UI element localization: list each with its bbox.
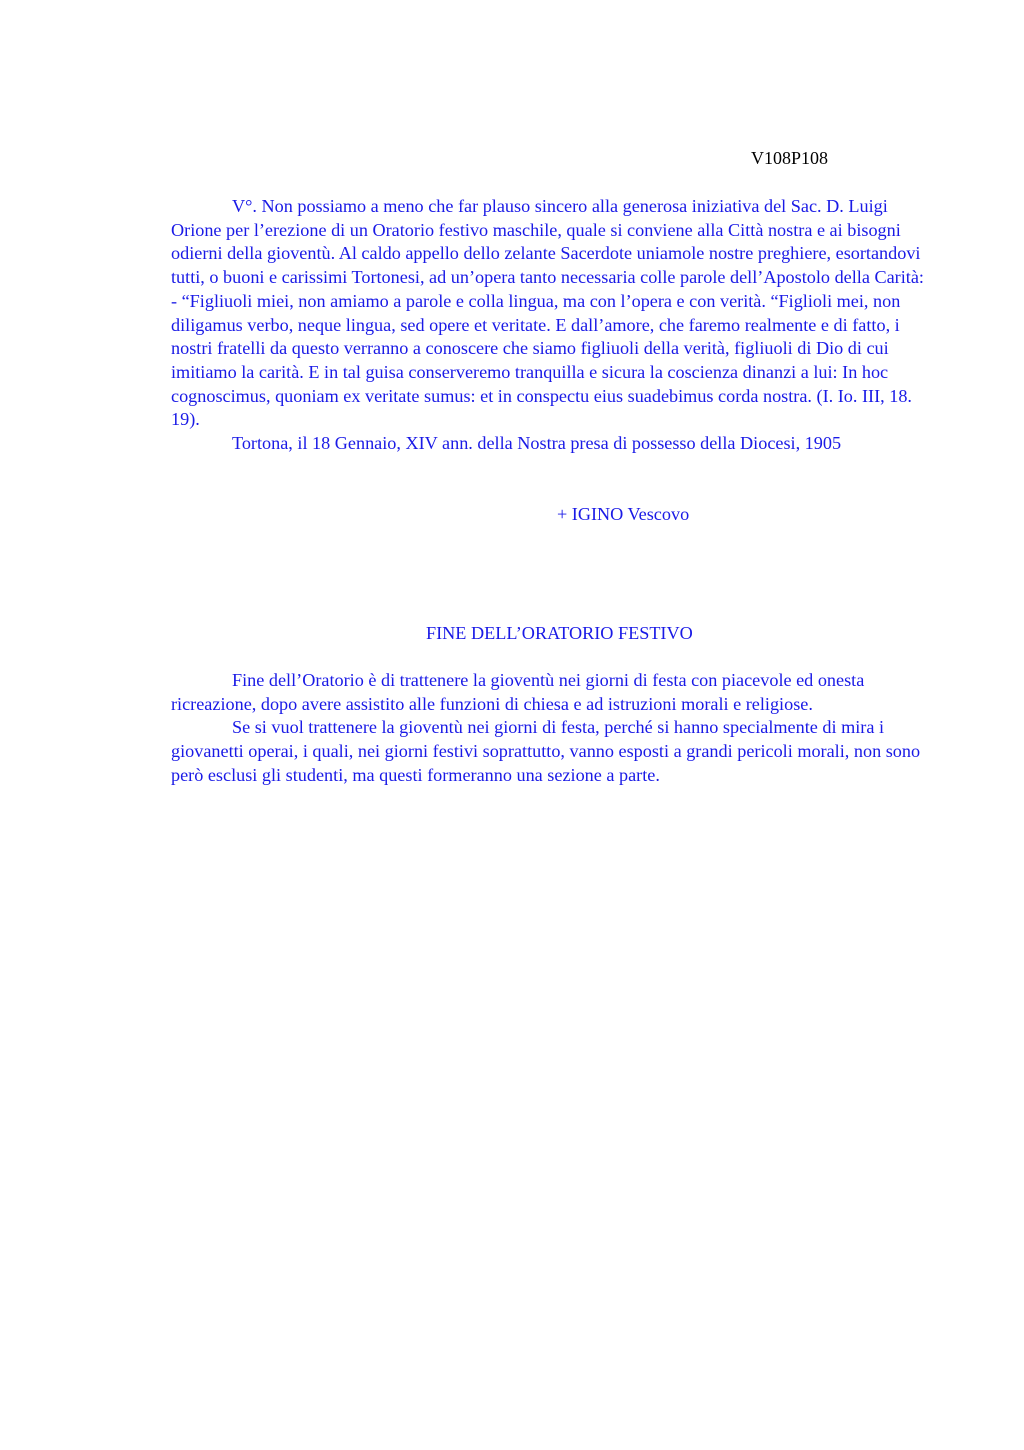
- letter-dateline: Tortona, il 18 Gennaio, XIV ann. della Nostra presa di possesso della Diocesi, 1905: [232, 433, 842, 454]
- letter-signature: + IGINO Vescovo: [557, 504, 690, 524]
- page-reference: V108P108: [751, 148, 829, 168]
- section-body: [171, 669, 931, 788]
- section-heading: FINE DELL’ORATORIO FESTIVO: [426, 623, 693, 643]
- section-paragraph-1: Fine dell’Oratorio è di trattenere la gioventù nei giorni di festa con piacevole ed onesta ricreazione, dopo avere assistito alle funzioni di chiesa e ad istruzioni morali e religiose.: [171, 670, 865, 714]
- letter-paragraph: V°. Non possiamo a meno che far plauso sincero alla generosa iniziativa del Sac. D. Luigi Orione per l’erezione di un Oratorio festivo maschile, quale si conviene alla Città nostra e ai bisogni odierni della gioventù. Al caldo appello dello zelante Sacerdote uniamole nostre preghiere, esortandovi tutti, o buoni e carissimi Tortonesi, ad un’opera tanto necessaria colle parole dell’Apostolo della Carità: - “Figliuoli miei, non amiamo a parole e colla lingua, ma con l’opera e con verità. “Figlioli mei, non diligamus verbo, neque lingua, sed opere et veritate. E dall’amore, che faremo realmente e di fatto, i nostri fratelli da questo verranno a conoscere che siamo figliuoli della verità, figliuoli di Dio di cui imitiamo la carità. E in tal guisa conserveremo tranquilla e sicura la coscienza dinanzi a lui: In hoc cognoscimus, quoniam ex veritate sumus: et in conspectu eius suadebimus corda nostra. (I. Io. III, 18. 19).: [171, 196, 924, 430]
- letter-body: [171, 195, 931, 456]
- section-paragraph-2: Se si vuol trattenere la gioventù nei giorni di festa, perché si hanno specialmente di mira i giovanetti operai, i quali, nei giorni festivi soprattutto, vanno esposti a grandi pericoli morali, non sono però esclusi gli studenti, ma questi formeranno una sezione a parte.: [171, 717, 921, 785]
